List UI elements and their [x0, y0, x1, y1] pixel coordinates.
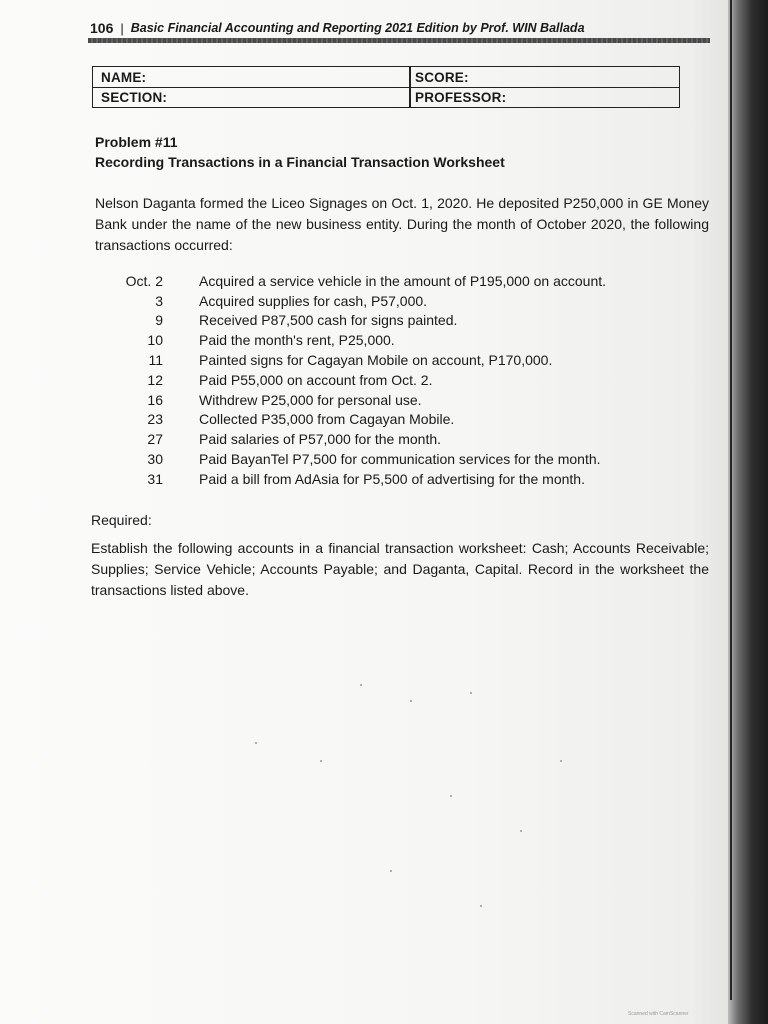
transaction-description: Collected P35,000 from Cagayan Mobile.	[199, 411, 455, 428]
transaction-description: Acquired supplies for cash, P57,000.	[199, 292, 428, 309]
scan-speck	[390, 870, 392, 872]
transaction-item	[96, 390, 696, 410]
transaction-date: 31	[147, 470, 163, 487]
required-instructions: Establish the following accounts in a financial transaction worksheet: Cash; Accounts Receivable; Supplies; Service Vehicle; Accounts Payable; and Daganta, Capital. Record in the worksheet the transactions listed above.	[91, 540, 709, 598]
header-rule	[88, 38, 710, 43]
transaction-item	[96, 370, 696, 390]
transaction-description: Withdrew P25,000 for personal use.	[199, 391, 422, 408]
transaction-description: Painted signs for Cagayan Mobile on account, P170,000.	[199, 352, 553, 369]
transaction-description: Paid P55,000 on account from Oct. 2.	[199, 371, 433, 388]
transaction-item	[96, 469, 696, 489]
transaction-description: Paid the month's rent, P25,000.	[199, 332, 395, 349]
name-label: NAME:	[101, 70, 147, 85]
spine-edge-line	[730, 0, 732, 1000]
transaction-list	[96, 271, 696, 489]
scan-speck	[520, 830, 522, 832]
page-number: 106	[90, 20, 114, 36]
required-label: Required:	[91, 512, 152, 528]
transaction-date: 30	[147, 451, 163, 468]
transaction-date: 3	[155, 292, 163, 309]
transaction-item	[96, 271, 696, 291]
transaction-date: 12	[147, 371, 163, 388]
book-spine-shadow	[728, 0, 768, 1024]
problem-number: Problem #11	[95, 134, 178, 150]
transaction-date: 23	[147, 411, 163, 428]
transaction-item	[96, 449, 696, 469]
score-label: SCORE:	[415, 70, 469, 85]
transaction-item	[96, 330, 696, 350]
transaction-description: Received P87,500 cash for signs painted.	[199, 312, 458, 329]
scan-speck	[320, 760, 322, 762]
professor-label: PROFESSOR:	[415, 90, 507, 105]
transaction-item	[96, 311, 696, 331]
transaction-description: Paid a bill from AdAsia for P5,500 of advertising for the month.	[199, 470, 585, 487]
transaction-date: 10	[147, 332, 163, 349]
scan-speck	[360, 684, 362, 686]
scan-speck	[470, 692, 472, 694]
book-title: Basic Financial Accounting and Reporting 2021 Edition by Prof. WIN Ballada	[130, 21, 585, 35]
transaction-item	[96, 410, 696, 430]
transaction-description: Acquired a service vehicle in the amount of P195,000 on account.	[199, 272, 607, 289]
info-box-divider-horizontal	[93, 87, 679, 88]
transaction-date: 11	[148, 352, 163, 369]
scan-speck	[410, 700, 412, 702]
student-info-box	[92, 66, 680, 108]
transaction-description: Paid salaries of P57,000 for the month.	[199, 431, 442, 448]
section-label: SECTION:	[101, 90, 168, 105]
scan-speck	[480, 905, 482, 907]
problem-title: Recording Transactions in a Financial Transaction Worksheet	[95, 154, 505, 170]
transaction-date: 9	[155, 312, 163, 329]
problem-intro: Nelson Daganta formed the Liceo Signages on Oct. 1, 2020. He deposited P250,000 in GE Money Bank under the name of the new business entity. During the month of October 2020, the following transactions occurred:	[95, 195, 709, 253]
transaction-date: Oct. 2	[125, 272, 163, 289]
transaction-item	[96, 350, 696, 370]
scanner-stamp: Scanned with CamScanner	[628, 1011, 689, 1017]
transaction-date: 27	[147, 431, 163, 448]
transaction-item	[96, 291, 696, 311]
scan-speck	[560, 760, 562, 762]
transaction-description: Paid BayanTel P7,500 for communication services for the month.	[199, 451, 601, 468]
scan-speck	[255, 742, 257, 744]
running-header	[90, 18, 708, 38]
transaction-date: 16	[147, 391, 163, 408]
header-separator: |	[120, 20, 124, 36]
scan-speck	[450, 795, 452, 797]
transaction-item	[96, 429, 696, 449]
